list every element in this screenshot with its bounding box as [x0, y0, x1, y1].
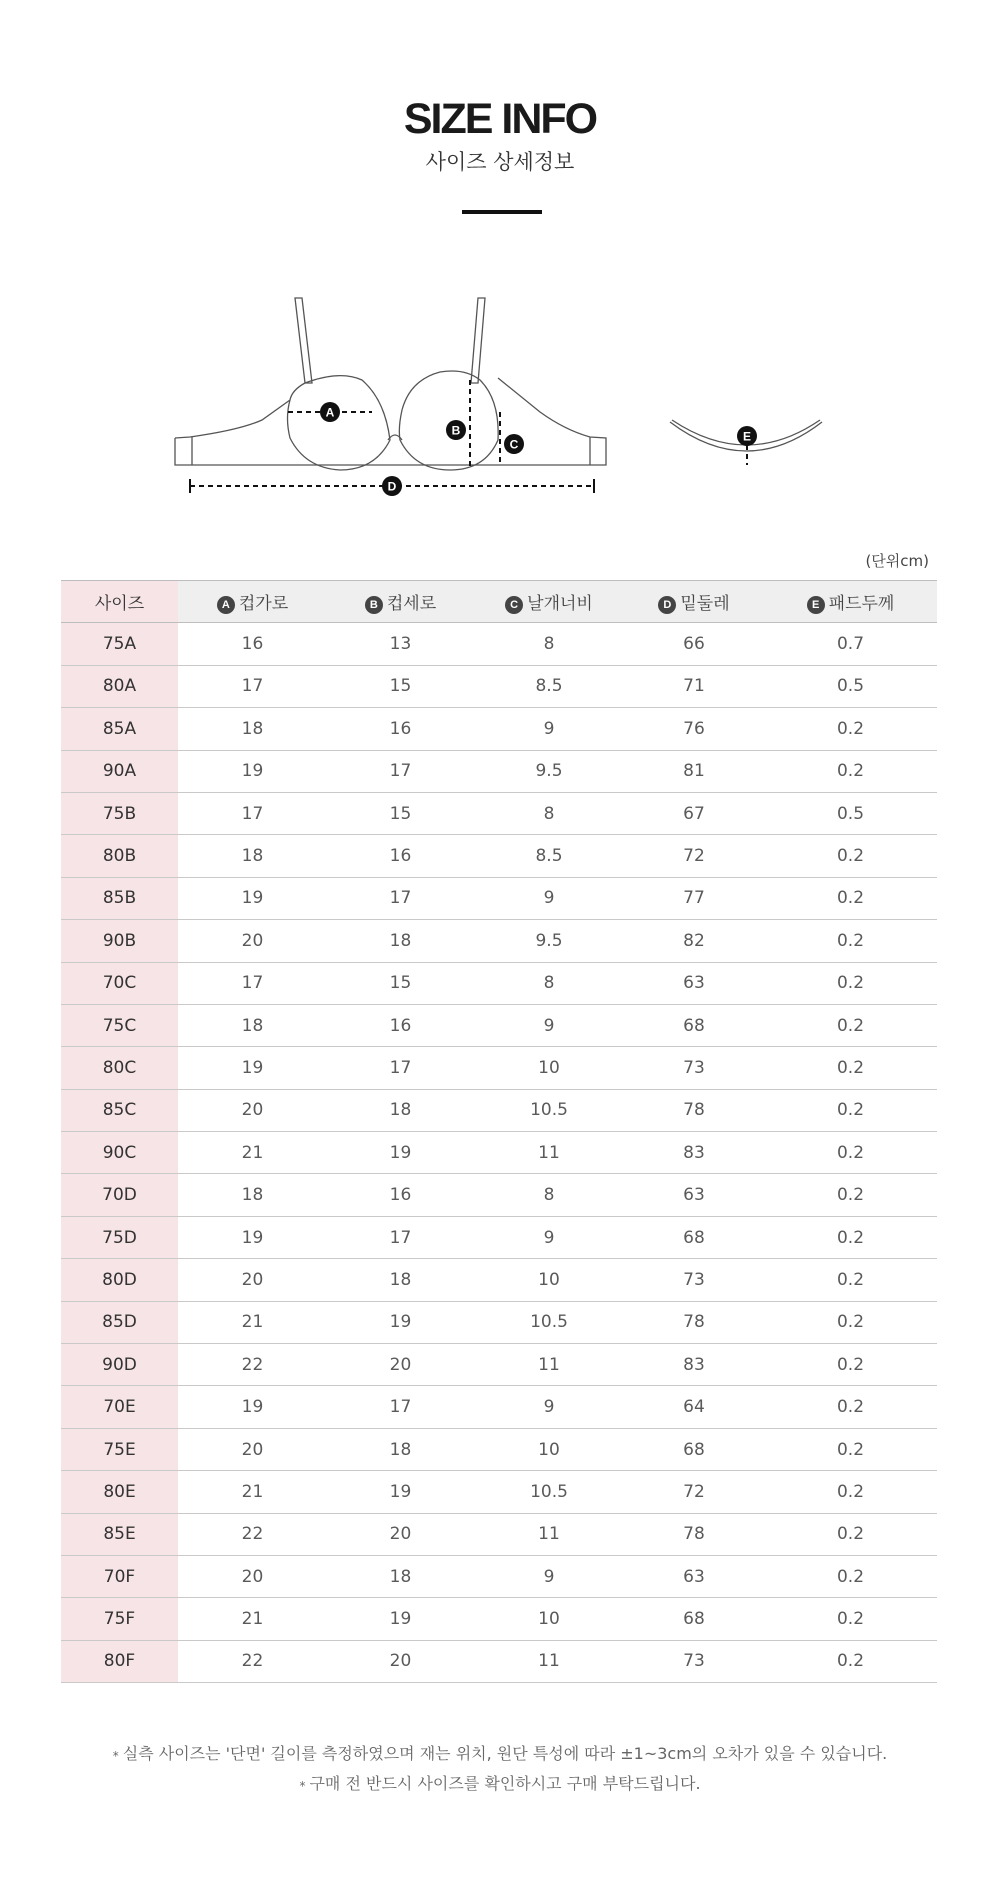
wing-width-cell: 10.5: [474, 1089, 624, 1131]
cup-height-cell: 20: [327, 1513, 474, 1555]
cup-width-cell: 19: [178, 1386, 327, 1428]
wing-width-cell: 9: [474, 1004, 624, 1046]
size-cell: 70F: [61, 1555, 178, 1597]
table-row: [61, 1174, 937, 1216]
cup-height-cell: 15: [327, 665, 474, 707]
notes: [0, 1740, 1000, 1800]
wing-width-cell: 9: [474, 1386, 624, 1428]
table-row: [61, 1640, 937, 1682]
right-strap: [471, 298, 485, 383]
pad-thickness-cell: 0.2: [764, 962, 937, 1004]
size-cell: 75E: [61, 1428, 178, 1470]
wing-width-cell: 11: [474, 1513, 624, 1555]
cup-width-cell: 22: [178, 1513, 327, 1555]
table-row: [61, 1301, 937, 1343]
label-b: B: [451, 423, 461, 438]
table-row: [61, 835, 937, 877]
pad-thickness-cell: 0.2: [764, 1598, 937, 1640]
header-wing-width: C 날개너비: [474, 581, 624, 623]
label-d: D: [387, 479, 397, 494]
header-underband: D 밑둘레: [624, 581, 764, 623]
pad-thickness-cell: 0.2: [764, 835, 937, 877]
label-a: A: [325, 405, 335, 420]
pad-thickness-cell: 0.2: [764, 750, 937, 792]
right-cup: [399, 371, 498, 470]
note-line: * 구매 전 반드시 사이즈를 확인하시고 구매 부탁드립니다.: [299, 1774, 701, 1793]
cup-width-cell: 20: [178, 1428, 327, 1470]
pad-thickness-cell: 0.2: [764, 1047, 937, 1089]
table-row: [61, 1428, 937, 1470]
band-outline: [175, 378, 606, 465]
cup-height-cell: 15: [327, 792, 474, 834]
pad-thickness-cell: 0.2: [764, 708, 937, 750]
header-pad-thickness: E 패드두께: [764, 581, 937, 623]
cup-height-cell: 16: [327, 708, 474, 750]
table-row: [61, 1216, 937, 1258]
underband-cell: 83: [624, 1132, 764, 1174]
size-table: [61, 580, 937, 1683]
wing-width-cell: 9.5: [474, 750, 624, 792]
cup-width-cell: 19: [178, 877, 327, 919]
cup-height-cell: 19: [327, 1598, 474, 1640]
cup-width-cell: 21: [178, 1471, 327, 1513]
cup-width-cell: 20: [178, 1089, 327, 1131]
size-cell: 75C: [61, 1004, 178, 1046]
measurement-diagram: [0, 280, 1000, 520]
underband-cell: 72: [624, 1471, 764, 1513]
size-cell: 80E: [61, 1471, 178, 1513]
pad-thickness-cell: 0.2: [764, 1513, 937, 1555]
cup-width-cell: 20: [178, 1259, 327, 1301]
underband-cell: 64: [624, 1386, 764, 1428]
table-row: [61, 708, 937, 750]
underband-cell: 78: [624, 1089, 764, 1131]
size-cell: 85E: [61, 1513, 178, 1555]
underband-cell: 72: [624, 835, 764, 877]
size-cell: 80B: [61, 835, 178, 877]
wing-width-cell: 8: [474, 962, 624, 1004]
cup-height-cell: 17: [327, 1386, 474, 1428]
wing-width-cell: 10.5: [474, 1301, 624, 1343]
cup-width-cell: 16: [178, 623, 327, 665]
table-row: [61, 1555, 937, 1597]
pad-thickness-cell: 0.2: [764, 1174, 937, 1216]
wing-width-cell: 10: [474, 1428, 624, 1470]
underband-cell: 83: [624, 1344, 764, 1386]
badge-b-icon: B: [365, 596, 383, 614]
pad-thickness-cell: 0.2: [764, 877, 937, 919]
pad-thickness-cell: 0.2: [764, 920, 937, 962]
underband-cell: 68: [624, 1004, 764, 1046]
cup-width-cell: 21: [178, 1301, 327, 1343]
underband-cell: 73: [624, 1259, 764, 1301]
pad-thickness-cell: 0.2: [764, 1344, 937, 1386]
wing-width-cell: 8.5: [474, 835, 624, 877]
cup-width-cell: 18: [178, 708, 327, 750]
cup-height-cell: 20: [327, 1640, 474, 1682]
title-divider: [462, 210, 542, 214]
cup-width-cell: 19: [178, 750, 327, 792]
table-row: [61, 877, 937, 919]
wing-width-cell: 9: [474, 1216, 624, 1258]
underband-cell: 82: [624, 920, 764, 962]
underband-cell: 77: [624, 877, 764, 919]
pad-thickness-cell: 0.2: [764, 1640, 937, 1682]
cup-height-cell: 16: [327, 1174, 474, 1216]
underband-cell: 73: [624, 1640, 764, 1682]
underband-cell: 63: [624, 1174, 764, 1216]
cup-height-cell: 19: [327, 1471, 474, 1513]
size-cell: 90A: [61, 750, 178, 792]
pad-thickness-cell: 0.2: [764, 1471, 937, 1513]
pad-thickness-cell: 0.5: [764, 792, 937, 834]
wing-width-cell: 8: [474, 1174, 624, 1216]
cup-height-cell: 17: [327, 877, 474, 919]
cup-height-cell: 17: [327, 1047, 474, 1089]
wing-width-cell: 9: [474, 1555, 624, 1597]
badge-c-icon: C: [505, 596, 523, 614]
underband-cell: 76: [624, 708, 764, 750]
size-cell: 80A: [61, 665, 178, 707]
table-row: [61, 1471, 937, 1513]
cup-height-cell: 18: [327, 1259, 474, 1301]
wing-width-cell: 11: [474, 1344, 624, 1386]
underband-cell: 63: [624, 962, 764, 1004]
page-subtitle: 사이즈 상세정보: [425, 150, 575, 174]
size-cell: 75F: [61, 1598, 178, 1640]
cup-width-cell: 18: [178, 1004, 327, 1046]
underband-cell: 78: [624, 1301, 764, 1343]
pad-thickness-cell: 0.7: [764, 623, 937, 665]
note-line: * 실측 사이즈는 '단면' 길이를 측정하였으며 재는 위치, 원단 특성에 따라 ±1~3cm의 오차가 있을 수 있습니다.: [112, 1744, 888, 1763]
header-size: 사이즈: [61, 581, 178, 623]
wing-width-cell: 10: [474, 1259, 624, 1301]
cup-width-cell: 20: [178, 920, 327, 962]
left-cup: [288, 376, 391, 470]
wing-width-cell: 10: [474, 1598, 624, 1640]
underband-cell: 78: [624, 1513, 764, 1555]
cup-height-cell: 20: [327, 1344, 474, 1386]
size-cell: 85A: [61, 708, 178, 750]
pad-thickness-cell: 0.2: [764, 1089, 937, 1131]
wing-width-cell: 11: [474, 1132, 624, 1174]
table-row: [61, 750, 937, 792]
table-row: [61, 1598, 937, 1640]
underband-cell: 68: [624, 1598, 764, 1640]
table-row: [61, 1089, 937, 1131]
underband-cell: 66: [624, 623, 764, 665]
table-row: [61, 1004, 937, 1046]
pad-thickness-cell: 0.2: [764, 1386, 937, 1428]
cup-height-cell: 18: [327, 1555, 474, 1597]
size-cell: 85D: [61, 1301, 178, 1343]
cup-width-cell: 17: [178, 792, 327, 834]
band-hooks: [192, 437, 590, 465]
size-cell: 75A: [61, 623, 178, 665]
size-cell: 90B: [61, 920, 178, 962]
badge-a-icon: A: [217, 596, 235, 614]
size-cell: 75D: [61, 1216, 178, 1258]
cup-height-cell: 18: [327, 1428, 474, 1470]
wing-width-cell: 10: [474, 1047, 624, 1089]
table-row: [61, 920, 937, 962]
label-e: E: [742, 429, 752, 444]
underband-cell: 81: [624, 750, 764, 792]
badge-d-icon: D: [658, 596, 676, 614]
cup-width-cell: 21: [178, 1598, 327, 1640]
cup-height-cell: 19: [327, 1132, 474, 1174]
wing-width-cell: 9: [474, 708, 624, 750]
unit-label: (단위cm): [865, 552, 929, 570]
size-cell: 80D: [61, 1259, 178, 1301]
cup-height-cell: 18: [327, 1089, 474, 1131]
badge-e-icon: E: [807, 596, 825, 614]
cup-width-cell: 22: [178, 1344, 327, 1386]
pad-thickness-cell: 0.2: [764, 1216, 937, 1258]
cup-height-cell: 16: [327, 1004, 474, 1046]
pad-thickness-cell: 0.2: [764, 1004, 937, 1046]
pad-thickness-cell: 0.2: [764, 1301, 937, 1343]
cup-height-cell: 17: [327, 750, 474, 792]
wing-width-cell: 9.5: [474, 920, 624, 962]
wing-width-cell: 10.5: [474, 1471, 624, 1513]
page-title: SIZE INFO: [403, 95, 597, 143]
cup-height-cell: 18: [327, 920, 474, 962]
size-cell: 70E: [61, 1386, 178, 1428]
cup-height-cell: 16: [327, 835, 474, 877]
table-row: [61, 792, 937, 834]
size-cell: 90C: [61, 1132, 178, 1174]
size-cell: 70C: [61, 962, 178, 1004]
label-c: C: [509, 437, 519, 452]
table-row: [61, 1344, 937, 1386]
cup-width-cell: 20: [178, 1555, 327, 1597]
pad-thickness-cell: 0.2: [764, 1555, 937, 1597]
size-cell: 85C: [61, 1089, 178, 1131]
cup-width-cell: 17: [178, 665, 327, 707]
table-row: [61, 962, 937, 1004]
wing-width-cell: 8: [474, 623, 624, 665]
cup-width-cell: 18: [178, 1174, 327, 1216]
underband-cell: 63: [624, 1555, 764, 1597]
cup-height-cell: 13: [327, 623, 474, 665]
cup-width-cell: 21: [178, 1132, 327, 1174]
header-cup-width: A 컵가로: [178, 581, 327, 623]
underband-cell: 73: [624, 1047, 764, 1089]
size-cell: 85B: [61, 877, 178, 919]
underband-cell: 68: [624, 1428, 764, 1470]
table-header-row: [61, 581, 937, 623]
wing-width-cell: 9: [474, 877, 624, 919]
table-row: [61, 665, 937, 707]
pad-thickness-cell: 0.5: [764, 665, 937, 707]
cup-width-cell: 17: [178, 962, 327, 1004]
cup-height-cell: 17: [327, 1216, 474, 1258]
underband-cell: 67: [624, 792, 764, 834]
cup-width-cell: 22: [178, 1640, 327, 1682]
cup-width-cell: 18: [178, 835, 327, 877]
pad-thickness-cell: 0.2: [764, 1428, 937, 1470]
wing-width-cell: 8.5: [474, 665, 624, 707]
left-strap: [295, 298, 312, 383]
bra-illustration: [175, 298, 606, 470]
table-row: [61, 1513, 937, 1555]
pad-thickness-cell: 0.2: [764, 1259, 937, 1301]
underband-cell: 71: [624, 665, 764, 707]
table-row: [61, 1047, 937, 1089]
table-row: [61, 1132, 937, 1174]
size-cell: 80C: [61, 1047, 178, 1089]
size-cell: 90D: [61, 1344, 178, 1386]
wing-width-cell: 11: [474, 1640, 624, 1682]
size-cell: 75B: [61, 792, 178, 834]
pad-thickness-cell: 0.2: [764, 1132, 937, 1174]
underband-cell: 68: [624, 1216, 764, 1258]
cup-width-cell: 19: [178, 1047, 327, 1089]
cup-height-cell: 15: [327, 962, 474, 1004]
table-row: [61, 623, 937, 665]
wing-width-cell: 8: [474, 792, 624, 834]
cup-width-cell: 19: [178, 1216, 327, 1258]
header-cup-height: B 컵세로: [327, 581, 474, 623]
size-cell: 80F: [61, 1640, 178, 1682]
table-row: [61, 1259, 937, 1301]
table-row: [61, 1386, 937, 1428]
cup-height-cell: 19: [327, 1301, 474, 1343]
size-cell: 70D: [61, 1174, 178, 1216]
